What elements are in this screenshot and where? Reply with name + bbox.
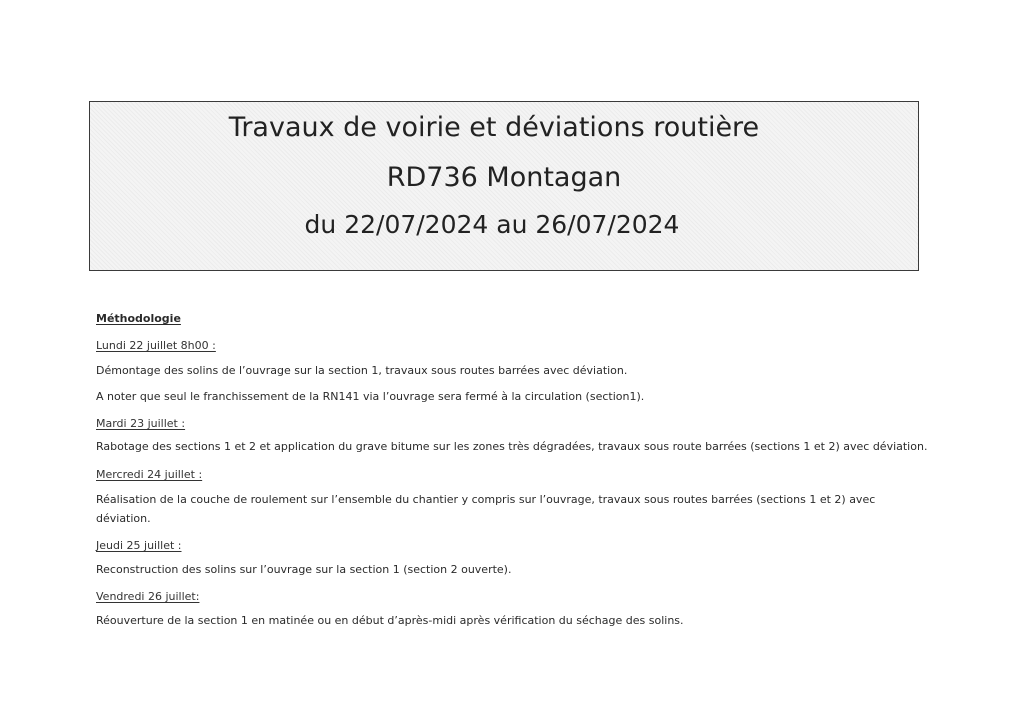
date-range: du 22/07/2024 au 26/07/2024 [304,210,680,239]
wednesday-text: Réalisation de la couche de roulement sur l’ensemble du chantier y compris sur l’ouvrage, travaux sous routes barrées (sections 1 et 2) avec déviation. [96,493,876,525]
day-label-thursday: Jeudi 25 juillet : [96,539,182,552]
day-label-tuesday: Mardi 23 juillet : [96,417,186,430]
day-label-wednesday: Mercredi 24 juillet : [96,468,203,481]
tuesday-text: Rabotage des sections 1 et 2 et application du grave bitume sur les zones très dégradées, travaux sous route barrées (sections 1 et 2) avec déviation. [96,440,928,453]
monday-text-1: Démontage des solins de l’ouvrage sur la section 1, travaux sous routes barrées avec déviation. [96,364,628,377]
monday-text-2: A noter que seul le franchissement de la RN141 via l’ouvrage sera fermé à la circulation (section1). [96,390,645,403]
document-title: Travaux de voirie et déviations routière [228,112,760,143]
day-label-monday: Lundi 22 juillet 8h00 : [96,339,216,352]
title-box [89,101,919,271]
methodology-heading: Méthodologie [96,312,181,325]
friday-text: Réouverture de la section 1 en matinée ou en début d’après-midi après vérification du séchage des solins. [96,614,684,627]
thursday-text: Reconstruction des solins sur l’ouvrage sur la section 1 (section 2 ouverte). [96,563,512,576]
road-name: RD736 Montagan [386,162,622,193]
day-label-friday: Vendredi 26 juillet: [96,590,200,603]
